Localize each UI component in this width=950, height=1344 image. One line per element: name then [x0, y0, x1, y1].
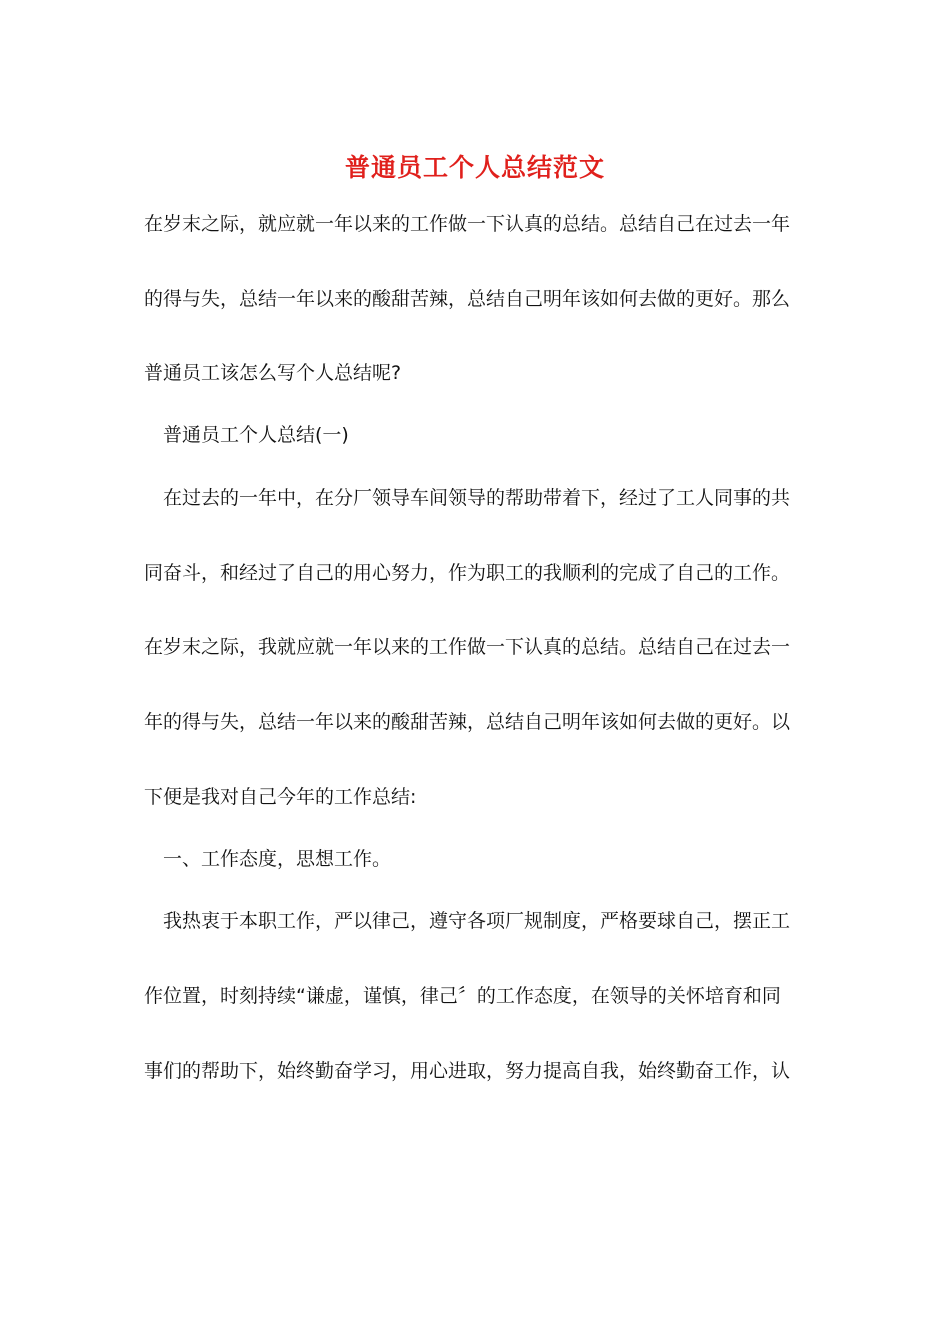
body-line: 普通员工该怎么写个人总结呢?	[144, 362, 402, 384]
section-heading: 普通员工个人总结(一)	[163, 424, 349, 446]
body-line: 同奋斗，和经过了自己的用心努力，作为职工的我顺利的完成了自己的工作。	[144, 562, 791, 584]
body-line: 作位置，时刻持续“谦虚，谨慎，律己〞的工作态度，在领导的关怀培育和同	[144, 985, 781, 1007]
body-line: 在岁末之际，就应就一年以来的工作做一下认真的总结。总结自己在过去一年	[144, 213, 791, 235]
body-line: 在过去的一年中，在分厂领导车间领导的帮助带着下，经过了工人同事的共	[163, 487, 791, 509]
body-line: 下便是我对自己今年的工作总结:	[144, 786, 417, 808]
body-line: 年的得与失，总结一年以来的酸甜苦辣，总结自己明年该如何去做的更好。以	[144, 711, 791, 733]
subsection-heading: 一、工作态度，思想工作。	[163, 848, 392, 870]
document-title: 普通员工个人总结范文	[344, 153, 605, 182]
body-line: 事们的帮助下，始终勤奋学习，用心进取，努力提高自我，始终勤奋工作，认	[144, 1060, 791, 1082]
body-line: 我热衷于本职工作，严以律己，遵守各项厂规制度，严格要球自己，摆正工	[163, 910, 791, 932]
body-line: 的得与失，总结一年以来的酸甜苦辣，总结自己明年该如何去做的更好。那么	[144, 288, 791, 310]
body-line: 在岁末之际，我就应就一年以来的工作做一下认真的总结。总结自己在过去一	[144, 636, 791, 658]
